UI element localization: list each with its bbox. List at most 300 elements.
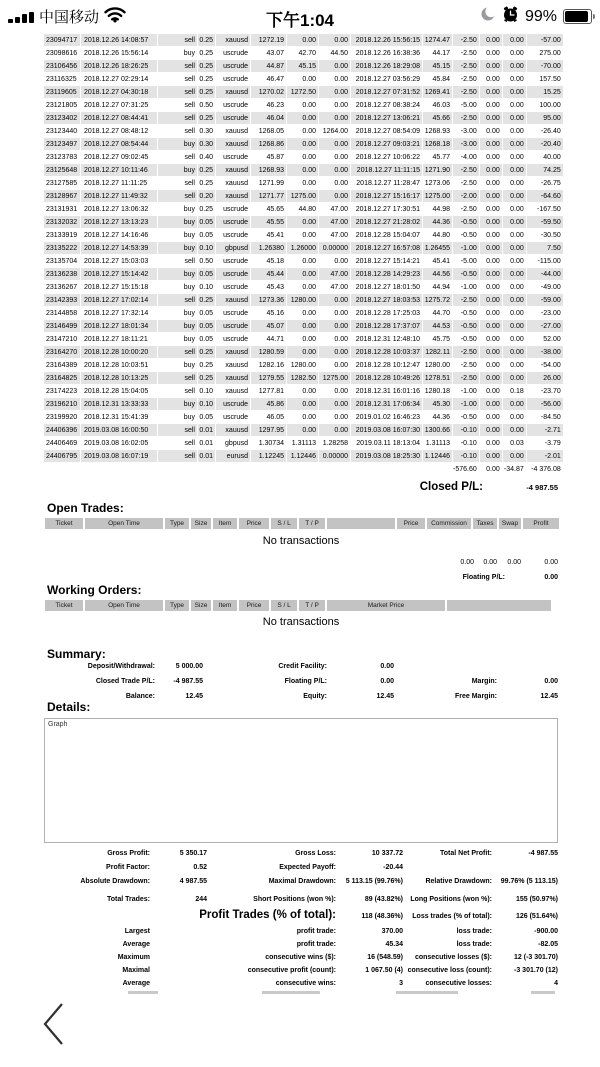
cell: sell: [158, 112, 197, 124]
cell: 0.05: [199, 309, 213, 317]
cell: 0.00: [503, 86, 526, 98]
cell: 0.00: [503, 372, 526, 384]
open-trades-header: [43, 518, 561, 529]
cell: 0.00: [319, 34, 350, 46]
cell: -38.00: [527, 346, 563, 358]
details-row: [44, 850, 558, 864]
cell: 2018.12.27 18:11:21: [84, 335, 148, 343]
detail-label: profit trade:: [296, 941, 336, 948]
column-header: T / P: [299, 600, 325, 611]
cell: uscrude: [223, 257, 248, 265]
cell: 0.00: [287, 216, 318, 228]
cell: buy: [183, 49, 195, 57]
detail-label: Loss trades (% of total):: [412, 913, 492, 920]
cell: 0.00: [486, 335, 500, 343]
cell: 0.00: [503, 112, 526, 124]
cell: 0.50: [199, 257, 213, 265]
cell: 1275.00: [423, 190, 452, 202]
cell: 1300.66: [423, 424, 452, 436]
cell: 15.25: [527, 86, 563, 98]
cell: 2018.12.27 08:48:12: [84, 127, 149, 135]
cell: uscrude: [216, 60, 250, 72]
cell: 23131931: [46, 205, 78, 213]
cell: sell: [184, 127, 195, 135]
cell: 0.00: [486, 439, 500, 447]
cell: 23116325: [46, 75, 77, 83]
closed-trade-row: [44, 346, 563, 358]
cell: 0.00: [503, 294, 526, 306]
detail-value: -3 301.70 (12): [514, 967, 558, 974]
closed-trade-row: [44, 268, 563, 280]
detail-value: 155 (50.97%): [515, 896, 558, 903]
cell: 2018.12.26 15:56:14: [84, 49, 149, 57]
cell: 0.25: [198, 112, 215, 124]
detail-value: 89 (43.82%): [364, 896, 403, 903]
cell: 45.41: [432, 257, 450, 265]
cell: 44.70: [432, 309, 450, 317]
cell: -27.00: [527, 320, 563, 332]
detail-value: 4 987.55: [179, 878, 207, 885]
cell: buy: [183, 231, 195, 239]
cell: uscrude: [223, 205, 248, 213]
cell: 0.25: [198, 294, 215, 306]
cell: 275.00: [539, 49, 561, 57]
cell: 24406795: [44, 450, 80, 462]
cell: 0.05: [199, 231, 213, 239]
cell: 23123402: [44, 112, 80, 124]
cell: 23128967: [44, 190, 80, 202]
cell: 23135222: [44, 242, 80, 254]
detail-label: consecutive loss (count):: [407, 967, 492, 974]
cell: 47.00: [330, 283, 348, 291]
cell: 2019.03.11 18:13:04: [356, 439, 420, 447]
cell: -2.00: [453, 190, 479, 202]
cell: 0.05: [198, 216, 215, 228]
closed-trade-row: [44, 385, 563, 397]
detail-value: -82.05: [538, 941, 558, 948]
column-header: Taxes: [473, 518, 497, 529]
cell: 45.86: [251, 398, 286, 410]
closed-trade-row: [44, 450, 563, 462]
detail-label: Average: [122, 941, 150, 948]
cell: -0.10: [453, 424, 479, 436]
cell: -167.50: [537, 205, 561, 213]
cell: 2018.12.27 17:02:14: [81, 294, 157, 306]
cell: 0.00: [319, 86, 350, 98]
cell: 2018.12.26 18:29:08: [351, 60, 422, 72]
cell: 1280.18: [424, 387, 450, 395]
cell: buy: [183, 413, 195, 421]
closed-trade-row: [44, 151, 563, 163]
working-orders-title: Working Orders:: [47, 583, 142, 597]
cell: -2.50: [460, 49, 477, 57]
closed-trade-row: [44, 229, 563, 241]
column-header: Swap: [499, 518, 521, 529]
cell: xauusd: [216, 190, 250, 202]
totals-row: [44, 463, 563, 475]
cell: -70.00: [527, 60, 563, 72]
cell: 0.25: [198, 346, 215, 358]
cell: 1.30734: [258, 439, 284, 447]
cell: sell: [184, 439, 195, 447]
cell: -2.50: [453, 86, 479, 98]
column-header: Item: [213, 518, 237, 529]
closed-trade-row: [44, 411, 563, 423]
cell: 0.10: [198, 242, 215, 254]
column-header: Market Price: [327, 600, 445, 611]
cell: 23136267: [46, 283, 78, 291]
cell: 44.71: [266, 335, 284, 343]
cell: 0.10: [199, 283, 213, 291]
column-header: Price: [397, 518, 425, 529]
cell: 0.25: [198, 86, 215, 98]
cell: 0.25: [198, 372, 215, 384]
cell: 0.00: [287, 268, 318, 280]
detail-value: 5 113.15 (99.76%): [345, 878, 403, 885]
cell: 2018.12.27 11:11:25: [84, 179, 148, 187]
cell: 1272.50: [287, 86, 318, 98]
cell: 1.26455: [423, 242, 452, 254]
detail-label: Absolute Drawdown:: [80, 878, 150, 885]
detail-label: consecutive losses:: [425, 980, 492, 987]
closed-trade-row: [44, 333, 563, 345]
closed-trade-row: [44, 242, 563, 254]
cell: 45.55: [251, 216, 286, 228]
cell: xauusd: [225, 387, 248, 395]
cell: 2018.12.28 10:00:20: [81, 346, 157, 358]
cell: -23.00: [540, 309, 561, 317]
cell: 2018.12.27 08:38:24: [355, 101, 420, 109]
cell: 1270.02: [251, 86, 286, 98]
cell: 45.44: [251, 268, 286, 280]
closed-trade-row: [44, 320, 563, 332]
cell: 23164825: [44, 372, 80, 384]
cell: sell: [158, 294, 197, 306]
detail-label: Average: [122, 980, 150, 987]
cell: 0.00: [480, 216, 502, 228]
zero-commission: 0.00: [460, 559, 474, 566]
cell: 0.18: [510, 387, 524, 395]
detail-value: -900.00: [534, 928, 558, 935]
cell: 23125648: [44, 164, 80, 176]
cell: 0.00: [486, 257, 500, 265]
cell: 23132032: [44, 216, 80, 228]
column-header: S / L: [271, 518, 297, 529]
cell: 2018.12.27 17:30:51: [355, 205, 420, 213]
cell: xauusd: [216, 34, 250, 46]
cell: -5.00: [460, 101, 477, 109]
cell: 0.00: [302, 231, 316, 239]
cell: -59.00: [527, 294, 563, 306]
cell: 0.00: [486, 231, 500, 239]
summary-label: Free Margin:: [454, 693, 497, 700]
cell: 0.00: [503, 34, 526, 46]
cell: 0.00: [503, 424, 526, 436]
graph-label: Graph: [48, 721, 68, 728]
detail-value: 16 (548.59): [367, 954, 403, 961]
cell: -84.50: [540, 413, 561, 421]
cell: -30.50: [540, 231, 561, 239]
details-row: [44, 896, 558, 909]
cell: 0.25: [198, 34, 215, 46]
detail-label: consecutive wins:: [275, 980, 336, 987]
details-row: [44, 878, 558, 892]
cell: 0.00: [510, 49, 524, 57]
cell: 0.00: [319, 398, 350, 410]
cell: sell: [184, 101, 195, 109]
cell: 0.00: [334, 387, 348, 395]
cell: 23164389: [46, 361, 78, 369]
summary-value: 12.45: [376, 693, 394, 700]
column-header: T / P: [299, 518, 325, 529]
closed-trade-row: [44, 307, 563, 319]
cell: 2018.12.27 21:28:02: [351, 216, 422, 228]
cell: 0.00: [302, 179, 316, 187]
detail-label: profit trade:: [296, 928, 336, 935]
cell: 2018.12.27 15:03:03: [84, 257, 149, 265]
cell: 0.05: [199, 413, 213, 421]
cell: 1268.86: [251, 138, 286, 150]
cell: uscrude: [223, 49, 248, 57]
cell: 23119605: [44, 86, 80, 98]
cell: 1.28258: [322, 439, 348, 447]
cell: 23196210: [44, 398, 80, 410]
detail-label: loss trade:: [456, 941, 492, 948]
detail-label: Maximal Drawdown:: [268, 878, 336, 885]
cell: 0.00: [302, 153, 316, 161]
cell: 2018.12.27 11:49:32: [81, 190, 157, 202]
cell: 2018.12.27 08:44:41: [81, 112, 157, 124]
status-time: 下午1:04: [265, 11, 335, 30]
column-header: Type: [165, 600, 189, 611]
cell: 2018.12.27 09:03:21: [351, 138, 422, 150]
detail-label: Profit Trades (% of total):: [199, 909, 336, 921]
cell: -0.50: [460, 335, 477, 343]
column-header: [327, 518, 395, 529]
cell: 0.00: [486, 49, 500, 57]
cell: 1268.93: [424, 127, 450, 135]
cell: 74.25: [527, 164, 563, 176]
cell: 45.65: [266, 205, 284, 213]
cell: 0.05: [198, 320, 215, 332]
cell: 0.25: [199, 179, 213, 187]
cell: buy: [158, 138, 197, 150]
open-trades-title: Open Trades:: [47, 501, 124, 515]
cell: 2018.12.27 18:01:50: [355, 283, 420, 291]
cell: 1.26380: [251, 242, 286, 254]
cell: 0.00: [287, 138, 318, 150]
cell: 0.00: [510, 309, 524, 317]
cell: 2018.12.27 11:28:47: [356, 179, 420, 187]
cell: sell: [158, 450, 197, 462]
cell: -2.50: [453, 112, 479, 124]
cell: 1275.72: [423, 294, 452, 306]
closed-trade-row: [44, 177, 563, 189]
cell: 45.15: [287, 60, 318, 72]
detail-label: consecutive wins ($):: [265, 954, 336, 961]
cell: 2018.12.26 15:56:15: [351, 34, 422, 46]
cell: 2018.12.28 15:04:07: [355, 231, 420, 239]
cell: 44.80: [432, 231, 450, 239]
cell: 0.03: [510, 439, 524, 447]
cell: 0.00: [503, 242, 526, 254]
cell: 7.50: [527, 242, 563, 254]
detail-label: Expected Payoff:: [279, 864, 336, 871]
cell: 45.16: [266, 309, 284, 317]
cell: 0.25: [199, 205, 213, 213]
cell: 0.00: [334, 257, 348, 265]
cell: -59.50: [527, 216, 563, 228]
cell: 0.00: [510, 361, 524, 369]
closed-trade-row: [44, 437, 563, 449]
cell: sell: [184, 153, 195, 161]
cell: -0.10: [453, 450, 479, 462]
cell: 2018.12.27 15:16:17: [351, 190, 422, 202]
cell: 2018.12.27 07:31:52: [351, 86, 422, 98]
closed-trade-row: [44, 203, 563, 215]
cell: 0.00: [480, 242, 502, 254]
cell: 1272.19: [251, 34, 286, 46]
cell: buy: [183, 283, 195, 291]
cell: 1.12446: [287, 450, 318, 462]
closed-trade-row: [44, 34, 563, 46]
cell: 0.10: [199, 387, 213, 395]
cell: 45.77: [432, 153, 450, 161]
cell: 0.00: [334, 361, 348, 369]
cell: 0.00: [287, 320, 318, 332]
cell: buy: [158, 268, 197, 280]
cell: 46.05: [266, 413, 284, 421]
back-button[interactable]: [38, 1000, 68, 1050]
cell: 23136238: [44, 268, 80, 280]
cell: 44.56: [423, 268, 452, 280]
closed-trade-row: [44, 294, 563, 306]
cell: 0.30: [199, 127, 213, 135]
cell: 2018.12.26 16:38:36: [355, 49, 420, 57]
closed-trade-row: [44, 281, 563, 293]
cell: 1280.00: [287, 294, 318, 306]
column-header: Price: [239, 600, 269, 611]
cell: 2018.12.27 13:06:21: [351, 112, 422, 124]
cell: 44.87: [251, 60, 286, 72]
cell: 2018.12.31 12:48:10: [355, 335, 420, 343]
cell: 2018.12.27 14:16:46: [84, 231, 149, 239]
cell: 1282.50: [287, 372, 318, 384]
summary-value: 0.00: [380, 663, 394, 670]
cell: 0.00: [302, 283, 316, 291]
cell: 1.12446: [423, 450, 452, 462]
cell: 0.00: [334, 101, 348, 109]
cell: 0.10: [198, 398, 215, 410]
cell: 0.00: [510, 335, 524, 343]
cell: uscrude: [223, 153, 248, 161]
summary-value: 0.00: [380, 678, 394, 685]
cell: 2018.12.27 16:57:08: [351, 242, 422, 254]
cell: 0.00: [302, 101, 316, 109]
cell: -2.71: [527, 424, 563, 436]
cell: 1.31113: [425, 439, 450, 447]
cell: 1269.41: [423, 86, 452, 98]
cell: 0.25: [198, 60, 215, 72]
details-stats-grid: [44, 850, 558, 993]
cell: 1268.93: [251, 164, 286, 176]
detail-label: Long Positions (won %):: [410, 896, 492, 903]
cell: xauusd: [216, 138, 250, 150]
cell: 0.25: [199, 361, 213, 369]
cell: 0.00: [302, 309, 316, 317]
cell: -2.50: [460, 361, 477, 369]
cell: 1279.55: [251, 372, 286, 384]
cell: 23199920: [46, 413, 78, 421]
cell: 23135704: [46, 257, 78, 265]
cell: buy: [183, 335, 195, 343]
details-row: [44, 941, 558, 954]
cell: 2019.03.08 16:00:50: [81, 424, 157, 436]
cell: 0.00000: [319, 450, 350, 462]
cell: 2018.12.28 10:12:47: [355, 361, 420, 369]
detail-value: 244: [195, 896, 207, 903]
cell: -2.50: [453, 164, 479, 176]
column-header: Type: [165, 518, 189, 529]
cell: -3.00: [453, 138, 479, 150]
cell: sell: [184, 387, 195, 395]
cell: sell: [184, 179, 195, 187]
cell: 0.00: [319, 60, 350, 72]
cell: 0.30: [198, 138, 215, 150]
cell: uscrude: [216, 216, 250, 228]
cell: 0.00: [319, 424, 350, 436]
cell: uscrude: [223, 335, 248, 343]
cell: xauusd: [216, 424, 250, 436]
cell: 1297.95: [251, 424, 286, 436]
closed-trade-row: [44, 372, 563, 384]
cell: 45.43: [266, 283, 284, 291]
detail-label: consecutive losses ($):: [414, 954, 492, 961]
cell: 23174223: [46, 387, 78, 395]
cell: 44.98: [432, 205, 450, 213]
cell: 0.00: [503, 398, 526, 410]
column-header: Ticket: [45, 600, 83, 611]
cell: 157.50: [539, 75, 561, 83]
total-cell: -34.87: [503, 465, 524, 473]
cell: uscrude: [223, 75, 248, 83]
cell: xauusd: [216, 164, 250, 176]
cell: 40.00: [543, 153, 561, 161]
chevron-left-icon: [41, 1035, 65, 1050]
cell: 1278.51: [423, 372, 452, 384]
cell: uscrude: [216, 112, 250, 124]
detail-value: 45.34: [385, 941, 403, 948]
cell: 2018.12.27 10:06:22: [355, 153, 420, 161]
cell: 0.00: [510, 413, 524, 421]
cell: 0.00: [334, 413, 348, 421]
cell: 0.00: [480, 60, 502, 72]
details-row: [44, 909, 558, 928]
column-header: Price: [239, 518, 269, 529]
cell: sell: [158, 34, 197, 46]
summary-value: [497, 663, 558, 678]
detail-value: 118 (48.36%): [361, 913, 403, 920]
cell: uscrude: [223, 231, 248, 239]
cell: 0.00: [319, 112, 350, 124]
cell: sell: [184, 75, 195, 83]
cell: 0.00: [334, 75, 348, 83]
column-header: Profit: [523, 518, 559, 529]
summary-label: Balance:: [125, 693, 155, 700]
cell: -2.50: [453, 34, 479, 46]
cell: 1275.00: [319, 372, 350, 384]
cell: 45.84: [432, 75, 450, 83]
